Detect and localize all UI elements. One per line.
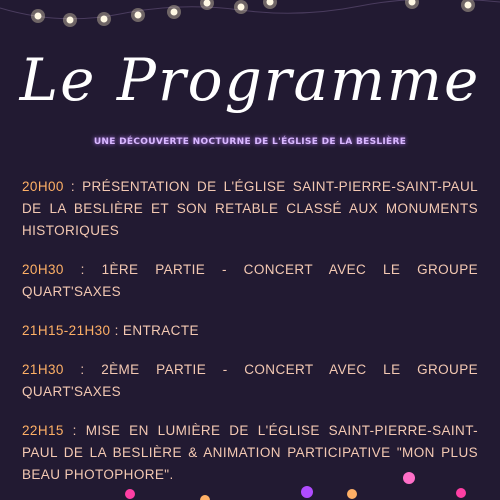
program-text: ENTRACTE xyxy=(122,323,199,338)
program-time: 20H30 xyxy=(22,262,64,277)
program-separator: : xyxy=(63,179,83,194)
light-bulb xyxy=(31,0,475,27)
program-item xyxy=(22,359,478,403)
page-subtitle: UNE DÉCOUVERTE NOCTURNE DE L'ÉGLISE DE LA BESLIÈRE xyxy=(93,137,407,147)
program-time: 22H15 xyxy=(22,423,64,438)
program-item xyxy=(22,320,478,342)
program-separator: : xyxy=(63,262,102,277)
program-text: MISE EN LUMIÈRE DE L'ÉGLISE SAINT-PIERRE-SAINT-PAUL DE LA BESLIÈRE & ANIMATION PARTICIPATIVE "MON PLUS BEAU PHOTOPHORE". xyxy=(22,423,478,482)
program-time: 21H30 xyxy=(22,362,64,377)
program-time: 21H15-21H30 xyxy=(22,323,111,338)
confetti-dots-icon xyxy=(0,460,500,500)
program-text: PRÉSENTATION DE L'ÉGLISE SAINT-PIERRE-SAINT-PAUL DE LA BESLIÈRE ET SON RETABLE CLASSÉ AUX MONUMENTS HISTORIQUES xyxy=(22,179,479,238)
program-text: 2ÈME PARTIE - CONCERT AVEC LE GROUPE QUART'SAXES xyxy=(22,362,479,399)
program-text: 1ÈRE PARTIE - CONCERT AVEC LE GROUPE QUART'SAXES xyxy=(22,262,479,299)
program-list xyxy=(22,176,478,500)
program-separator: : xyxy=(63,423,86,438)
program-separator: : xyxy=(63,362,102,377)
program-time: 20H00 xyxy=(22,179,64,194)
page-title: Le Programme xyxy=(19,46,481,114)
program-separator: : xyxy=(110,323,123,338)
program-item xyxy=(22,259,478,303)
program-item xyxy=(22,176,478,242)
string-lights-icon xyxy=(0,0,500,40)
